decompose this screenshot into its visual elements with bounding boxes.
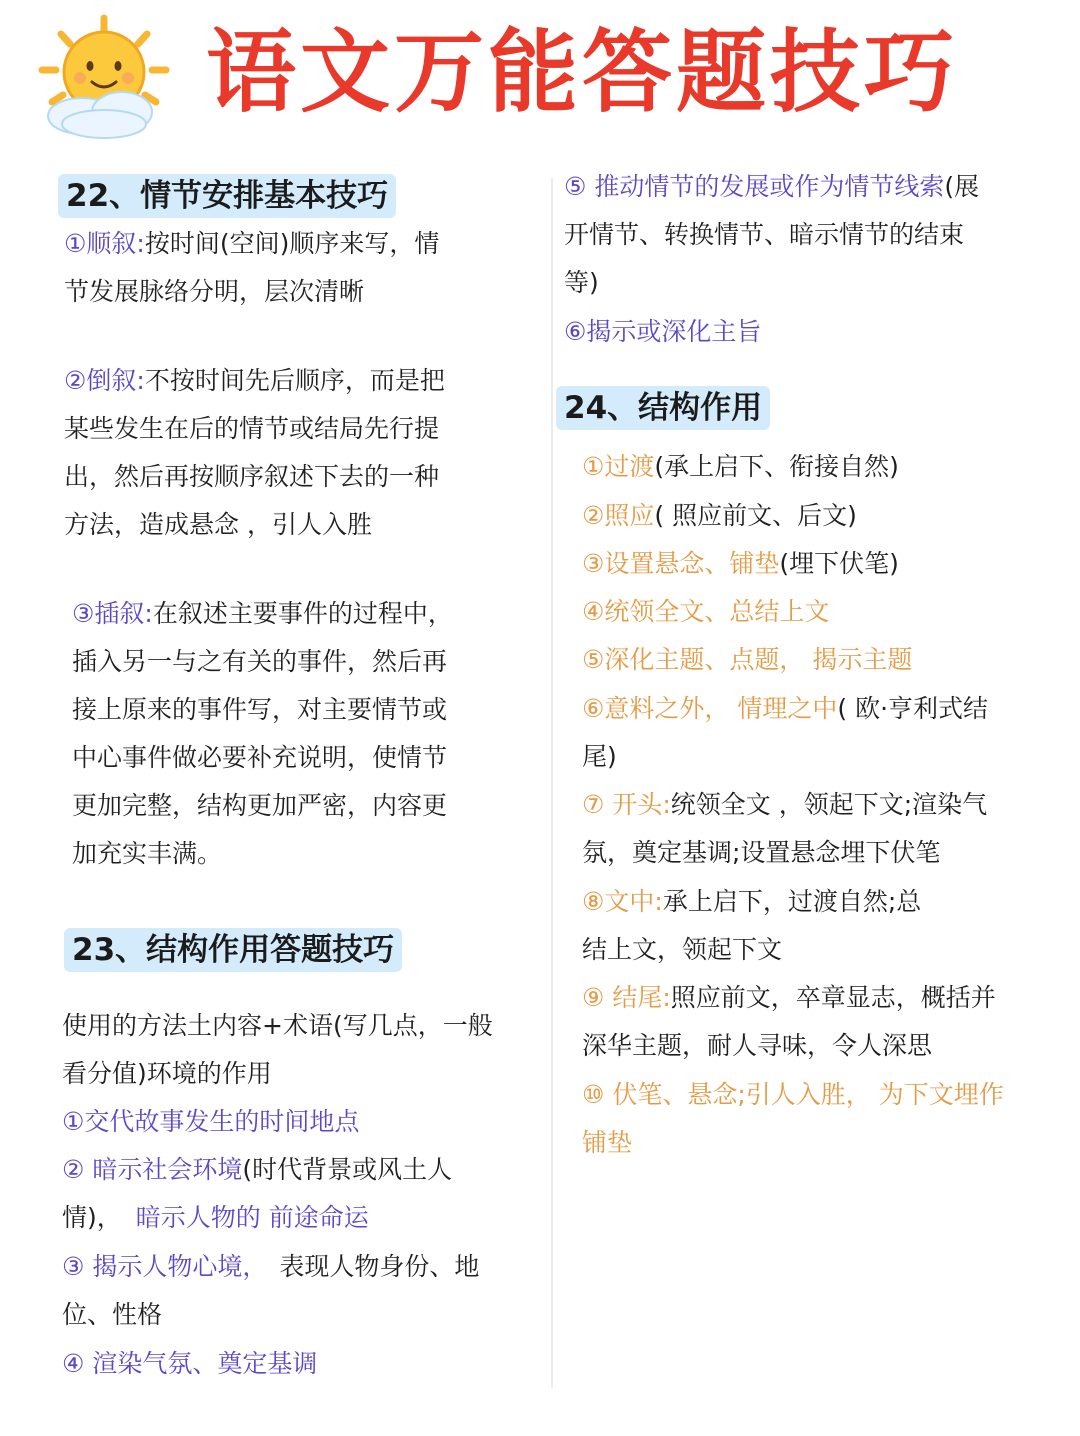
s23-item-5-line-3: 等) (564, 268, 599, 297)
s22-item-3-line-4: 中心事件做必要补充说明，使情节 (72, 743, 448, 772)
s24-item-1: ①过渡(承上启下、衔接自然) (582, 452, 899, 481)
column-divider (551, 178, 553, 1388)
section-22-heading: 22、情节安排基本技巧 (58, 174, 396, 218)
s24-item-8-line-2: 结上文，领起下文 (582, 935, 783, 964)
page-title: 语文万能答题技巧 (206, 20, 958, 125)
s24-item-2: ②照应( 照应前文、后文) (582, 501, 857, 530)
s22-item-1-line-1: ①顺叙:按时间(空间)顺序来写，情 (64, 229, 440, 258)
s23-intro-line-1: 使用的方法土内容+术语(写几点，一般 (62, 1011, 493, 1040)
s24-item-4: ④统领全文、总结上文 (582, 597, 830, 626)
s22-item-3-label: ③插叙 (72, 599, 145, 628)
s24-item-6-line-1: ⑥意料之外， 情理之中( 欧·亨利式结 (582, 694, 989, 723)
s22-item-2-line-4: 方法，造成悬念 ，引人入胜 (64, 510, 372, 539)
s24-item-5: ⑤深化主题、点题， 揭示主题 (582, 645, 913, 674)
s23-item-6: ⑥揭示或深化主旨 (564, 317, 762, 346)
section-24-heading: 24、结构作用 (556, 386, 770, 430)
s22-item-2-line-1: ②倒叙:不按时间先后顺序，而是把 (64, 366, 445, 395)
s22-item-3-line-1: ③插叙:在叙述主要事件的过程中， (72, 599, 453, 628)
s24-item-10-line-1: ⑩ 伏笔、悬念;引人入胜， 为下文埋作 (582, 1080, 1004, 1109)
s23-item-4: ④ 渲染气氛、奠定基调 (62, 1349, 318, 1378)
s24-item-10-line-2: 铺垫 (582, 1128, 633, 1157)
s24-item-8-line-1: ⑧文中:承上启下，过渡自然;总 (582, 887, 922, 916)
s23-item-2-line-2: 情)， 暗示人物的 前途命运 (62, 1203, 369, 1232)
s22-item-3-line-6: 加充实丰满。 (72, 839, 223, 868)
s24-item-6-line-2: 尾) (582, 742, 617, 771)
s24-item-7-line-2: 氛，奠定基调;设置悬念埋下伏笔 (582, 838, 941, 867)
s22-item-3-line-5: 更加完整，结构更加严密，内容更 (72, 791, 448, 820)
s23-item-5-line-1: ⑤ 推动情节的发展或作为情节线索(展 (564, 172, 980, 201)
s24-item-9-line-2: 深华主题，耐人寻味，令人深思 (582, 1031, 933, 1060)
s22-item-2-line-2: 某些发生在后的情节或结局先行提 (64, 414, 440, 443)
s22-item-1-label: ①顺叙 (64, 229, 137, 258)
s23-item-3-line-1: ③ 揭示人物心境， 表现人物身份、地 (62, 1252, 480, 1281)
s23-item-2-label: ② 暗示社会环境 (62, 1155, 243, 1184)
s23-item-1: ①交代故事发生的时间地点 (62, 1107, 360, 1136)
s23-item-3-line-2: 位、性格 (62, 1300, 163, 1329)
s23-intro-line-2: 看分值)环境的作用 (62, 1059, 272, 1088)
s23-item-5-label: ⑤ 推动情节的发展或作为情节线索 (564, 172, 945, 201)
s22-item-2-label: ②倒叙 (64, 366, 137, 395)
s23-item-2-line-1: ② 暗示社会环境(时代背景或风土人 (62, 1155, 453, 1184)
s23-item-3-label: ③ 揭示人物心境， (62, 1252, 268, 1281)
sun-cloud-icon (34, 12, 174, 142)
section-23-heading: 23、结构作用答题技巧 (64, 928, 402, 972)
s22-item-1-line-2: 节发展脉络分明，层次清晰 (64, 277, 365, 306)
s24-item-3: ③设置悬念、铺垫(埋下伏笔) (582, 549, 899, 578)
s23-item-5-line-2: 开情节、转换情节、暗示情节的结束 (564, 220, 965, 249)
s24-item-9-line-1: ⑨ 结尾:照应前文，卒章显志，概括并 (582, 983, 996, 1012)
s22-item-3-line-2: 插入另一与之有关的事件，然后再 (72, 647, 448, 676)
s24-item-7-line-1: ⑦ 开头:统领全文 ，领起下文;渲染气 (582, 790, 988, 819)
s22-item-3-line-3: 接上原来的事件写，对主要情节或 (72, 695, 448, 724)
s22-item-2-line-3: 出，然后再按顺序叙述下去的一种 (64, 462, 440, 491)
